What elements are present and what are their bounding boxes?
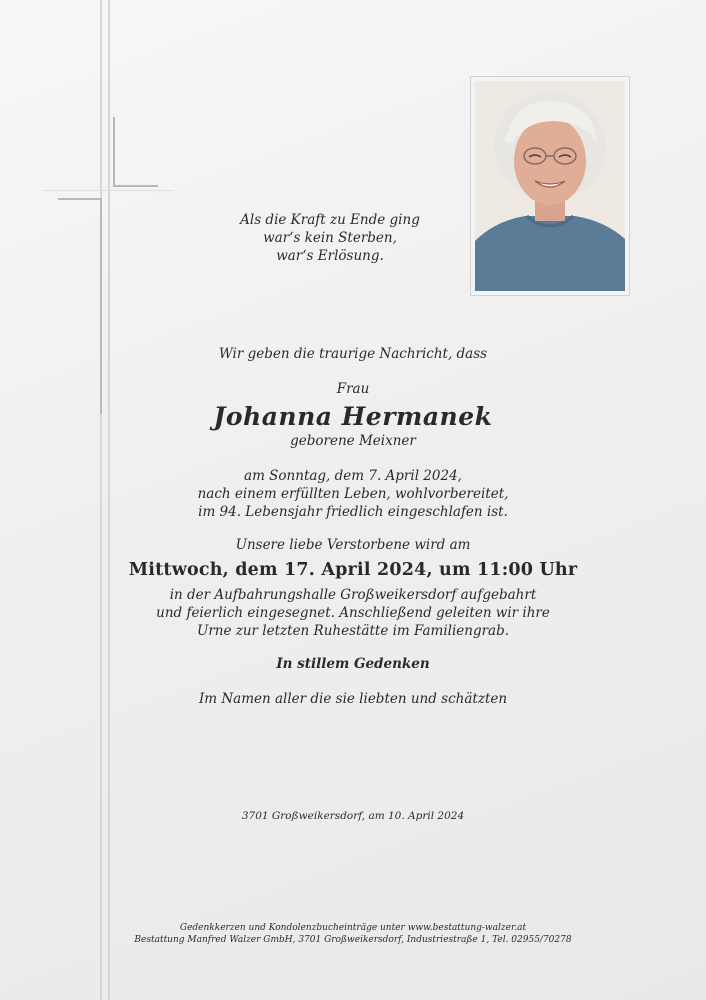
funeral-text-line: und feierlich eingesegnet. Anschließend geleiten wir ihre (156, 605, 550, 621)
signature-text: Im Namen aller die sie liebten und schätzten (198, 691, 508, 707)
funeral-text-block (0, 586, 706, 640)
death-text-line: nach einem erfüllten Leben, wohlvorbereitet, (197, 486, 509, 502)
death-text-block (0, 467, 706, 521)
place-date: 3701 Großweikersdorf, am 10. April 2024 (241, 810, 465, 822)
title-text: Frau (336, 381, 370, 397)
deceased-name: Johanna Hermanek (213, 402, 493, 431)
death-text-line: am Sonntag, dem 7. April 2024, (244, 468, 462, 484)
funeral-intro: Unsere liebe Verstorbene wird am (235, 537, 471, 553)
funeral-text-line: in der Aufbahrungshalle Großweikersdorf aufgebahrt (169, 587, 537, 603)
quote-line: Als die Kraft zu Ende ging (240, 212, 420, 228)
footer-line: Bestattung Manfred Walzer GmbH, 3701 Großweikersdorf, Industriestraße 1, Tel. 02955/70278 (134, 935, 572, 945)
footer (0, 922, 706, 946)
in-memory-text: In stillem Gedenken (276, 656, 430, 672)
birth-name: geborene Meixner (290, 433, 416, 449)
quote-line: war‘s Erlösung. (276, 248, 384, 264)
portrait-frame (470, 76, 630, 296)
death-text-line: im 94. Lebensjahr friedlich eingeschlafen ist. (198, 504, 508, 520)
quote-line: war‘s kein Sterben, (263, 230, 397, 246)
footer-line: Gedenkkerzen und Kondolenzbucheinträge unter www.bestattung-walzer.at (179, 923, 527, 933)
funeral-date: Mittwoch, dem 17. April 2024, um 11:00 Uhr (128, 560, 578, 580)
memorial-quote (200, 211, 460, 265)
portrait-photo (475, 81, 625, 291)
funeral-text-line: Urne zur letzten Ruhestätte im Familiengrab. (196, 623, 510, 639)
intro-text: Wir geben die traurige Nachricht, dass (218, 346, 488, 362)
